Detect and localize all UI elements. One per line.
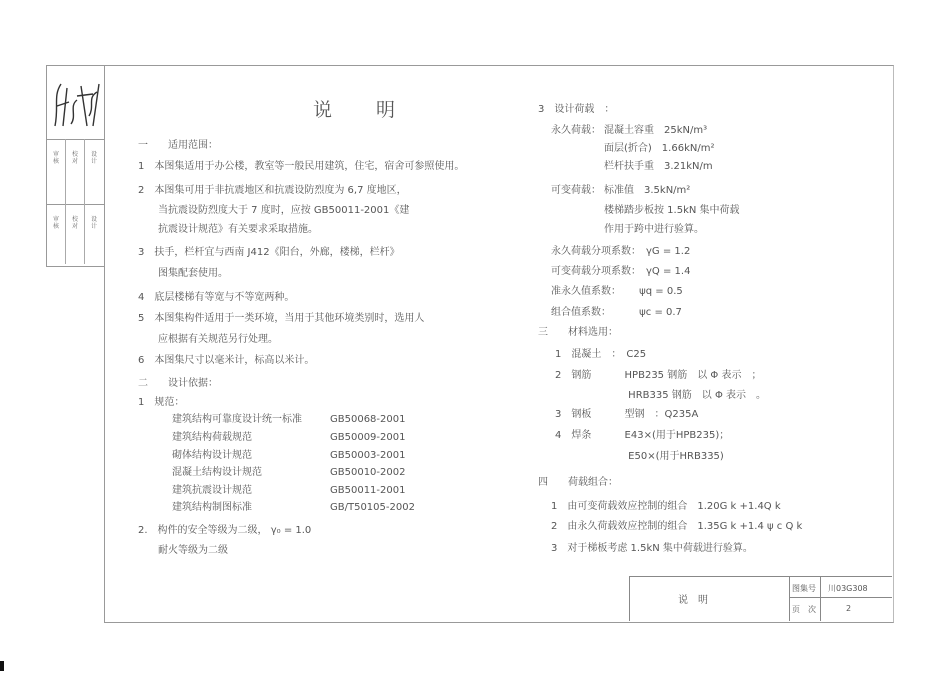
page-label: 页 次 bbox=[792, 605, 816, 614]
combo-2: 3 对于梯板考虑 1.5kN 集中荷载进行验算。 bbox=[551, 543, 753, 554]
safety-level: 2. 构件的安全等级为二级， γ₀ = 1.0 bbox=[138, 525, 312, 536]
factor-0: 永久荷载分项系数： γG = 1.2 bbox=[551, 246, 691, 257]
left-line-12: 1 规范： bbox=[138, 397, 185, 408]
left-line-6: 图集配套使用。 bbox=[138, 268, 228, 279]
material-5: E50×(用于HRB335) bbox=[555, 451, 724, 462]
left-line-7: 4 底层楼梯有等宽与不等宽两种。 bbox=[138, 292, 295, 303]
left-line-2: 2 本图集可用于非抗震地区和抗震设防烈度为 6,7 度地区， bbox=[138, 185, 407, 196]
live-load-1: 楼梯踏步板按 1.5kN 集中荷载 bbox=[604, 205, 740, 216]
page-number: 2 bbox=[846, 604, 852, 613]
title-block-name: 说 明 bbox=[678, 595, 708, 606]
left-line-8: 5 本图集构件适用于一类环境，当用于其他环境类别时，选用人 bbox=[138, 313, 425, 324]
code-value-0: GB50068-2001 bbox=[330, 414, 406, 425]
left-line-0: 一 适用范围： bbox=[138, 140, 218, 151]
page-title: 说 明 bbox=[313, 99, 398, 121]
sidebar-cell-check: 校对 bbox=[71, 151, 78, 165]
load-title: 3 设计荷载 ： bbox=[538, 104, 615, 115]
sidebar-cell-design-2: 设计 bbox=[90, 216, 97, 230]
code-value-1: GB50009-2001 bbox=[330, 432, 406, 443]
dead-load-label: 永久荷载： bbox=[551, 125, 601, 136]
left-line-5: 3 扶手，栏杆宜与西南 J412《阳台，外廊，楼梯，栏杆》 bbox=[138, 247, 400, 258]
code-value-4: GB50011-2001 bbox=[330, 485, 406, 496]
signature-strip bbox=[46, 65, 105, 267]
factor-3: 组合值系数： ψc = 0.7 bbox=[551, 307, 682, 318]
combo-1: 2 由永久荷载效应控制的组合 1.35G k +1.4 ψ c Q k bbox=[551, 521, 803, 532]
code-value-5: GB/T50105-2002 bbox=[330, 502, 415, 513]
scan-mark bbox=[0, 661, 4, 671]
combo-title: 四 荷载组合： bbox=[538, 477, 618, 488]
left-line-1: 1 本图集适用于办公楼，教室等一般民用建筑，住宅，宿舍可参照使用。 bbox=[138, 161, 465, 172]
left-line-11: 二 设计依据： bbox=[138, 378, 218, 389]
materials-title: 三 材料选用： bbox=[538, 327, 618, 338]
factor-1: 可变荷载分项系数： γQ = 1.4 bbox=[551, 266, 691, 277]
handwritten-signature bbox=[47, 66, 105, 139]
sidebar-cell-review: 审核 bbox=[52, 151, 59, 165]
dead-load-2: 栏杆扶手重 3.21kN/m bbox=[604, 161, 713, 172]
atlas-number: 川03G308 bbox=[828, 584, 868, 593]
left-line-3: 当抗震设防烈度大于 7 度时，应按 GB50011-2001《建 bbox=[138, 205, 410, 216]
code-name-3: 混凝土结构设计规范 bbox=[172, 467, 262, 478]
live-load-2: 作用于跨中进行验算。 bbox=[604, 224, 704, 235]
left-line-9: 应根据有关规范另行处理。 bbox=[138, 334, 278, 345]
material-2: HRB335 钢筋 以 Φ 表示 。 bbox=[555, 390, 767, 401]
material-1: 2 钢筋 HPB235 钢筋 以 Φ 表示 ； bbox=[555, 370, 762, 381]
code-value-3: GB50010-2002 bbox=[330, 467, 406, 478]
combo-0: 1 由可变荷载效应控制的组合 1.20G k +1.4Q k bbox=[551, 501, 781, 512]
material-3: 3 钢板 型钢 ：Q235A bbox=[555, 409, 699, 420]
dead-load-0: 混凝土容重 25kN/m³ bbox=[604, 125, 708, 136]
atlas-label: 图集号 bbox=[792, 584, 816, 593]
dead-load-1: 面层(折合) 1.66kN/m² bbox=[604, 143, 715, 154]
material-4: 4 焊条 E43×(用于HPB235)； bbox=[555, 430, 730, 441]
sidebar-cell-review-2: 审核 bbox=[52, 216, 59, 230]
code-name-5: 建筑结构制图标准 bbox=[172, 502, 252, 513]
sidebar-cell-check-2: 校对 bbox=[71, 216, 78, 230]
live-load-0: 标准值 3.5kN/m² bbox=[604, 185, 691, 196]
material-0: 1 混凝土 ： C25 bbox=[555, 349, 647, 360]
title-block bbox=[629, 576, 892, 621]
code-name-2: 砌体结构设计规范 bbox=[172, 450, 252, 461]
sidebar-cell-design: 设计 bbox=[90, 151, 97, 165]
code-name-1: 建筑结构荷载规范 bbox=[172, 432, 252, 443]
fire-rating: 耐火等级为二级 bbox=[138, 545, 228, 556]
left-line-4: 抗震设计规范》有关要求采取措施。 bbox=[138, 224, 318, 235]
signature-area bbox=[47, 66, 105, 140]
code-name-4: 建筑抗震设计规范 bbox=[172, 485, 252, 496]
code-name-0: 建筑结构可靠度设计统一标准 bbox=[172, 414, 302, 425]
left-line-10: 6 本图集尺寸以毫米计，标高以米计。 bbox=[138, 355, 315, 366]
factor-2: 准永久值系数： ψq = 0.5 bbox=[551, 286, 683, 297]
live-load-label: 可变荷载： bbox=[551, 185, 601, 196]
code-value-2: GB50003-2001 bbox=[330, 450, 406, 461]
